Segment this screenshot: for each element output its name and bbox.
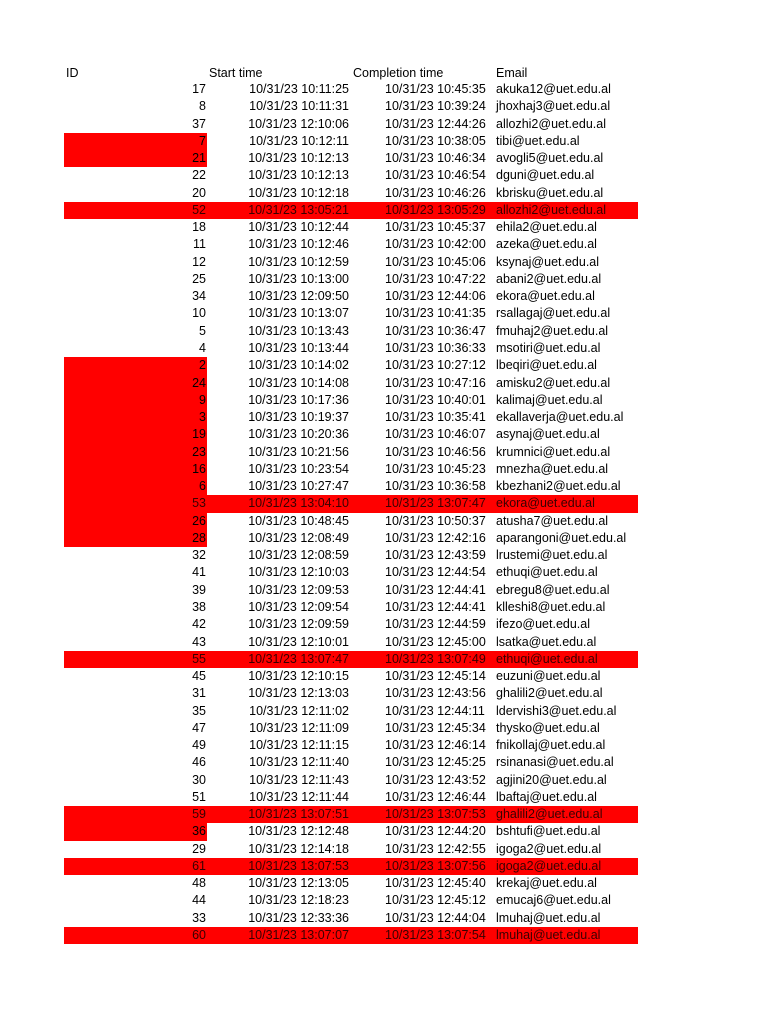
cell-completion-time: 10/31/23 12:46:44 — [385, 789, 486, 804]
cell-start-time: 10/31/23 12:12:48 — [248, 824, 349, 839]
cell-start-time: 10/31/23 13:07:07 — [248, 928, 349, 943]
table-row — [0, 185, 768, 202]
header-start-time: Start time — [209, 66, 263, 80]
table-row — [0, 772, 768, 789]
cell-start-time: 10/31/23 12:10:03 — [248, 565, 349, 580]
cell-start-time: 10/31/23 12:13:05 — [248, 876, 349, 891]
table-row — [0, 806, 768, 823]
cell-email: akuka12@uet.edu.al — [496, 82, 611, 96]
table-row — [0, 444, 768, 461]
cell-completion-time: 10/31/23 12:44:06 — [385, 289, 486, 304]
table-row — [0, 167, 768, 184]
table-row — [0, 823, 768, 840]
cell-email: krekaj@uet.edu.al — [496, 876, 597, 891]
cell-completion-time: 10/31/23 10:41:35 — [385, 306, 486, 321]
cell-start-time: 10/31/23 12:18:23 — [248, 893, 349, 908]
cell-id: 28 — [192, 530, 206, 545]
cell-email: ekora@uet.edu.al — [496, 289, 595, 304]
cell-start-time: 10/31/23 12:11:40 — [249, 755, 349, 770]
header-completion-time: Completion time — [353, 66, 444, 80]
cell-id: 26 — [192, 513, 206, 528]
cell-completion-time: 10/31/23 10:36:33 — [385, 340, 486, 355]
cell-completion-time: 10/31/23 12:44:41 — [385, 599, 486, 614]
cell-start-time: 10/31/23 12:11:02 — [249, 703, 349, 718]
cell-completion-time: 10/31/23 10:45:35 — [385, 82, 486, 96]
cell-start-time: 10/31/23 12:11:44 — [249, 789, 349, 804]
cell-id: 34 — [192, 289, 206, 304]
cell-id: 47 — [192, 720, 206, 735]
cell-email: lrustemi@uet.edu.al — [496, 548, 608, 563]
cell-start-time: 10/31/23 13:07:51 — [248, 807, 349, 822]
table-row — [0, 927, 768, 944]
cell-id: 7 — [199, 133, 206, 148]
cell-email: ghalili2@uet.edu.al — [496, 686, 603, 701]
cell-start-time: 10/31/23 10:11:25 — [249, 82, 349, 96]
cell-email: aparangoni@uet.edu.al — [496, 530, 627, 545]
cell-start-time: 10/31/23 10:19:37 — [248, 410, 349, 425]
cell-id: 38 — [192, 599, 206, 614]
table-row — [0, 495, 768, 512]
cell-completion-time: 10/31/23 12:44:04 — [385, 910, 486, 925]
cell-id: 21 — [192, 151, 206, 166]
cell-start-time: 10/31/23 12:11:09 — [249, 720, 349, 735]
cell-completion-time: 10/31/23 12:44:26 — [385, 116, 486, 131]
cell-email: ekora@uet.edu.al — [496, 496, 595, 511]
cell-id: 55 — [192, 651, 206, 666]
cell-id: 12 — [192, 254, 206, 269]
cell-id: 3 — [199, 410, 206, 425]
table-row — [0, 426, 768, 443]
cell-id: 60 — [192, 928, 206, 943]
table-row — [0, 98, 768, 115]
table-row — [0, 375, 768, 392]
cell-id: 53 — [192, 496, 206, 511]
cell-id: 48 — [192, 876, 206, 891]
cell-email: avogli5@uet.edu.al — [496, 151, 604, 166]
cell-completion-time: 10/31/23 10:46:07 — [385, 427, 486, 442]
cell-completion-time: 10/31/23 10:42:00 — [385, 237, 486, 252]
table-row — [0, 789, 768, 806]
cell-id: 10 — [192, 306, 206, 321]
cell-start-time: 10/31/23 12:09:50 — [248, 289, 349, 304]
cell-email: ethuqi@uet.edu.al — [496, 651, 598, 666]
cell-start-time: 10/31/23 10:13:43 — [248, 323, 349, 338]
cell-id: 49 — [192, 738, 206, 753]
cell-email: kbrisku@uet.edu.al — [496, 185, 604, 200]
header-email: Email — [496, 66, 528, 80]
cell-completion-time: 10/31/23 12:42:16 — [385, 530, 486, 545]
cell-id: 33 — [192, 910, 206, 925]
cell-id: 4 — [199, 340, 206, 355]
cell-start-time: 10/31/23 10:13:07 — [248, 306, 349, 321]
table-row — [0, 737, 768, 754]
cell-completion-time: 10/31/23 10:40:01 — [385, 392, 486, 407]
cell-completion-time: 10/31/23 12:45:40 — [385, 876, 486, 891]
cell-completion-time: 10/31/23 12:43:56 — [385, 686, 486, 701]
cell-start-time: 10/31/23 12:10:01 — [248, 634, 349, 649]
cell-completion-time: 10/31/23 12:45:00 — [385, 634, 486, 649]
cell-completion-time: 10/31/23 10:50:37 — [385, 513, 486, 528]
table-row — [0, 513, 768, 530]
cell-completion-time: 10/31/23 10:45:06 — [385, 254, 486, 269]
cell-email: euzuni@uet.edu.al — [496, 669, 601, 684]
cell-email: allozhi2@uet.edu.al — [496, 202, 606, 217]
table-row — [0, 288, 768, 305]
cell-id: 37 — [192, 116, 206, 131]
cell-start-time: 10/31/23 13:05:21 — [248, 202, 349, 217]
cell-email: jhoxhaj3@uet.edu.al — [496, 99, 611, 114]
cell-start-time: 10/31/23 10:21:56 — [248, 444, 349, 459]
cell-start-time: 10/31/23 10:12:18 — [248, 185, 349, 200]
cell-start-time: 10/31/23 10:11:31 — [249, 99, 349, 114]
cell-start-time: 10/31/23 13:04:10 — [248, 496, 349, 511]
table-row — [0, 720, 768, 737]
cell-id: 42 — [192, 617, 206, 632]
cell-start-time: 10/31/23 12:33:36 — [248, 910, 349, 925]
table-row — [0, 616, 768, 633]
cell-id: 46 — [192, 755, 206, 770]
cell-id: 22 — [192, 168, 206, 183]
table-row — [0, 651, 768, 668]
cell-id: 6 — [199, 479, 206, 494]
table-row — [0, 392, 768, 409]
cell-start-time: 10/31/23 10:12:44 — [248, 220, 349, 235]
cell-id: 17 — [192, 82, 206, 96]
cell-id: 18 — [192, 220, 206, 235]
cell-email: azeka@uet.edu.al — [496, 237, 597, 252]
cell-id: 25 — [192, 271, 206, 286]
cell-email: ghalili2@uet.edu.al — [496, 807, 603, 822]
table-row — [0, 357, 768, 374]
table-row — [0, 530, 768, 547]
table-row — [0, 841, 768, 858]
cell-id: 5 — [199, 323, 206, 338]
cell-completion-time: 10/31/23 10:45:37 — [385, 220, 486, 235]
table-row — [0, 703, 768, 720]
table-row — [0, 582, 768, 599]
cell-completion-time: 10/31/23 12:44:59 — [385, 617, 486, 632]
cell-start-time: 10/31/23 10:13:44 — [248, 340, 349, 355]
cell-email: ifezo@uet.edu.al — [496, 617, 591, 632]
cell-email: fmuhaj2@uet.edu.al — [496, 323, 609, 338]
table-row — [0, 754, 768, 771]
cell-start-time: 10/31/23 12:10:06 — [248, 116, 349, 131]
table-row — [0, 271, 768, 288]
cell-start-time: 10/31/23 12:09:53 — [248, 582, 349, 597]
cell-start-time: 10/31/23 10:12:13 — [248, 168, 349, 183]
cell-email: allozhi2@uet.edu.al — [496, 116, 606, 131]
cell-start-time: 10/31/23 12:11:15 — [249, 738, 349, 753]
cell-completion-time: 10/31/23 10:35:41 — [385, 410, 486, 425]
cell-start-time: 10/31/23 12:11:43 — [249, 772, 349, 787]
cell-completion-time: 10/31/23 12:44:54 — [385, 565, 486, 580]
cell-completion-time: 10/31/23 12:44:20 — [385, 824, 486, 839]
cell-email: ethuqi@uet.edu.al — [496, 565, 598, 580]
table-row — [0, 875, 768, 892]
cell-email: igoga2@uet.edu.al — [496, 858, 602, 873]
cell-start-time: 10/31/23 10:14:02 — [248, 358, 349, 373]
cell-start-time: 10/31/23 12:13:03 — [248, 686, 349, 701]
cell-email: dguni@uet.edu.al — [496, 168, 595, 183]
cell-completion-time: 10/31/23 12:43:52 — [385, 772, 486, 787]
cell-email: ksynaj@uet.edu.al — [496, 254, 600, 269]
cell-email: mnezha@uet.edu.al — [496, 461, 609, 476]
cell-email: ekallaverja@uet.edu.al — [496, 410, 624, 425]
cell-email: kalimaj@uet.edu.al — [496, 392, 603, 407]
table-row — [0, 340, 768, 357]
cell-email: rsallagaj@uet.edu.al — [496, 306, 611, 321]
cell-start-time: 10/31/23 12:08:49 — [248, 530, 349, 545]
cell-id: 45 — [192, 669, 206, 684]
cell-id: 23 — [192, 444, 206, 459]
cell-completion-time: 10/31/23 10:39:24 — [385, 99, 486, 114]
cell-start-time: 10/31/23 10:48:45 — [248, 513, 349, 528]
cell-id: 31 — [192, 686, 206, 701]
cell-completion-time: 10/31/23 12:45:12 — [385, 893, 486, 908]
table-row — [0, 461, 768, 478]
cell-completion-time: 10/31/23 10:46:56 — [385, 444, 486, 459]
cell-id: 20 — [192, 185, 206, 200]
cell-email: rsinanasi@uet.edu.al — [496, 755, 614, 770]
cell-completion-time: 10/31/23 10:46:26 — [385, 185, 486, 200]
cell-email: lbaftaj@uet.edu.al — [496, 789, 597, 804]
cell-email: thysko@uet.edu.al — [496, 720, 600, 735]
table-row — [0, 133, 768, 150]
cell-start-time: 10/31/23 10:27:47 — [248, 479, 349, 494]
cell-id: 9 — [199, 392, 206, 407]
cell-completion-time: 10/31/23 10:36:58 — [385, 479, 486, 494]
table-row — [0, 202, 768, 219]
cell-completion-time: 10/31/23 10:38:05 — [385, 133, 486, 148]
cell-email: kbezhani2@uet.edu.al — [496, 479, 621, 494]
cell-email: igoga2@uet.edu.al — [496, 841, 602, 856]
cell-id: 43 — [192, 634, 206, 649]
cell-email: ehila2@uet.edu.al — [496, 220, 597, 235]
cell-email: abani2@uet.edu.al — [496, 271, 602, 286]
cell-start-time: 10/31/23 13:07:47 — [248, 651, 349, 666]
cell-start-time: 10/31/23 10:12:46 — [248, 237, 349, 252]
cell-email: fnikollaj@uet.edu.al — [496, 738, 606, 753]
table-row — [0, 81, 768, 98]
cell-start-time: 10/31/23 10:13:00 — [248, 271, 349, 286]
cell-completion-time: 10/31/23 12:45:25 — [385, 755, 486, 770]
cell-email: agjini20@uet.edu.al — [496, 772, 607, 787]
cell-id: 36 — [192, 824, 206, 839]
table-row — [0, 219, 768, 236]
cell-completion-time: 10/31/23 13:07:56 — [385, 858, 486, 873]
cell-id: 41 — [192, 565, 206, 580]
cell-completion-time: 10/31/23 10:46:34 — [385, 151, 486, 166]
table-row — [0, 547, 768, 564]
table-row — [0, 409, 768, 426]
table-row — [0, 634, 768, 651]
cell-completion-time: 10/31/23 13:05:29 — [385, 202, 486, 217]
cell-completion-time: 10/31/23 12:43:59 — [385, 548, 486, 563]
table-row — [0, 478, 768, 495]
cell-email: asynaj@uet.edu.al — [496, 427, 600, 442]
cell-completion-time: 10/31/23 10:36:47 — [385, 323, 486, 338]
cell-start-time: 10/31/23 12:08:59 — [248, 548, 349, 563]
cell-id: 2 — [199, 358, 206, 373]
cell-id: 11 — [193, 237, 206, 252]
cell-id: 32 — [192, 548, 206, 563]
cell-email: lbeqiri@uet.edu.al — [496, 358, 597, 373]
table-row — [0, 599, 768, 616]
cell-id: 52 — [192, 202, 206, 217]
cell-id: 51 — [192, 789, 206, 804]
table-row — [0, 254, 768, 271]
cell-start-time: 10/31/23 12:14:18 — [248, 841, 349, 856]
cell-start-time: 10/31/23 13:07:53 — [248, 858, 349, 873]
cell-start-time: 10/31/23 12:09:54 — [248, 599, 349, 614]
cell-completion-time: 10/31/23 12:46:14 — [385, 738, 486, 753]
cell-id: 35 — [192, 703, 206, 718]
cell-email: atusha7@uet.edu.al — [496, 513, 609, 528]
table-row — [0, 668, 768, 685]
cell-id: 8 — [199, 99, 206, 114]
cell-id: 61 — [192, 858, 206, 873]
cell-start-time: 10/31/23 10:12:59 — [248, 254, 349, 269]
table-row — [0, 323, 768, 340]
table-row — [0, 236, 768, 253]
cell-completion-time: 10/31/23 13:07:49 — [385, 651, 486, 666]
cell-email: tibi@uet.edu.al — [496, 133, 580, 148]
cell-email: bshtufi@uet.edu.al — [496, 824, 601, 839]
cell-id: 24 — [192, 375, 206, 390]
cell-completion-time: 10/31/23 10:45:23 — [385, 461, 486, 476]
cell-start-time: 10/31/23 10:12:11 — [249, 133, 349, 148]
table-row — [0, 305, 768, 322]
cell-start-time: 10/31/23 10:23:54 — [248, 461, 349, 476]
table-row — [0, 910, 768, 927]
cell-email: msotiri@uet.edu.al — [496, 340, 601, 355]
cell-start-time: 10/31/23 12:10:15 — [248, 669, 349, 684]
cell-start-time: 10/31/23 10:12:13 — [248, 151, 349, 166]
table-row — [0, 858, 768, 875]
cell-completion-time: 10/31/23 13:07:54 — [385, 928, 486, 943]
cell-start-time: 10/31/23 10:17:36 — [248, 392, 349, 407]
table-body — [0, 81, 768, 944]
cell-email: krumnici@uet.edu.al — [496, 444, 611, 459]
cell-completion-time: 10/31/23 10:47:22 — [385, 271, 486, 286]
cell-email: emucaj6@uet.edu.al — [496, 893, 611, 908]
cell-id: 44 — [192, 893, 206, 908]
cell-start-time: 10/31/23 10:20:36 — [248, 427, 349, 442]
cell-start-time: 10/31/23 12:09:59 — [248, 617, 349, 632]
cell-completion-time: 10/31/23 12:44:41 — [385, 582, 486, 597]
cell-id: 39 — [192, 582, 206, 597]
cell-completion-time: 10/31/23 12:45:14 — [385, 669, 486, 684]
cell-email: lmuhaj@uet.edu.al — [496, 928, 601, 943]
table-row — [0, 685, 768, 702]
cell-completion-time: 10/31/23 10:46:54 — [385, 168, 486, 183]
table-row — [0, 892, 768, 909]
table-row — [0, 116, 768, 133]
cell-id: 19 — [192, 427, 206, 442]
cell-email: lsatka@uet.edu.al — [496, 634, 597, 649]
spreadsheet — [0, 64, 768, 944]
cell-completion-time: 10/31/23 12:44:11 — [385, 703, 485, 718]
cell-email: ebregu8@uet.edu.al — [496, 582, 610, 597]
table-row — [0, 564, 768, 581]
cell-completion-time: 10/31/23 13:07:47 — [385, 496, 486, 511]
header-id: ID — [66, 66, 79, 80]
cell-email: lmuhaj@uet.edu.al — [496, 910, 601, 925]
cell-start-time: 10/31/23 10:14:08 — [248, 375, 349, 390]
cell-email: amisku2@uet.edu.al — [496, 375, 611, 390]
table-row — [0, 150, 768, 167]
cell-id: 29 — [192, 841, 206, 856]
cell-id: 16 — [192, 461, 206, 476]
header-row — [0, 64, 768, 81]
cell-completion-time: 10/31/23 10:47:16 — [385, 375, 486, 390]
cell-email: klleshi8@uet.edu.al — [496, 599, 606, 614]
cell-completion-time: 10/31/23 13:07:53 — [385, 807, 486, 822]
cell-completion-time: 10/31/23 12:45:34 — [385, 720, 486, 735]
cell-id: 59 — [192, 807, 206, 822]
cell-completion-time: 10/31/23 10:27:12 — [385, 358, 486, 373]
cell-email: ldervishi3@uet.edu.al — [496, 703, 617, 718]
cell-id: 30 — [192, 772, 206, 787]
cell-completion-time: 10/31/23 12:42:55 — [385, 841, 486, 856]
